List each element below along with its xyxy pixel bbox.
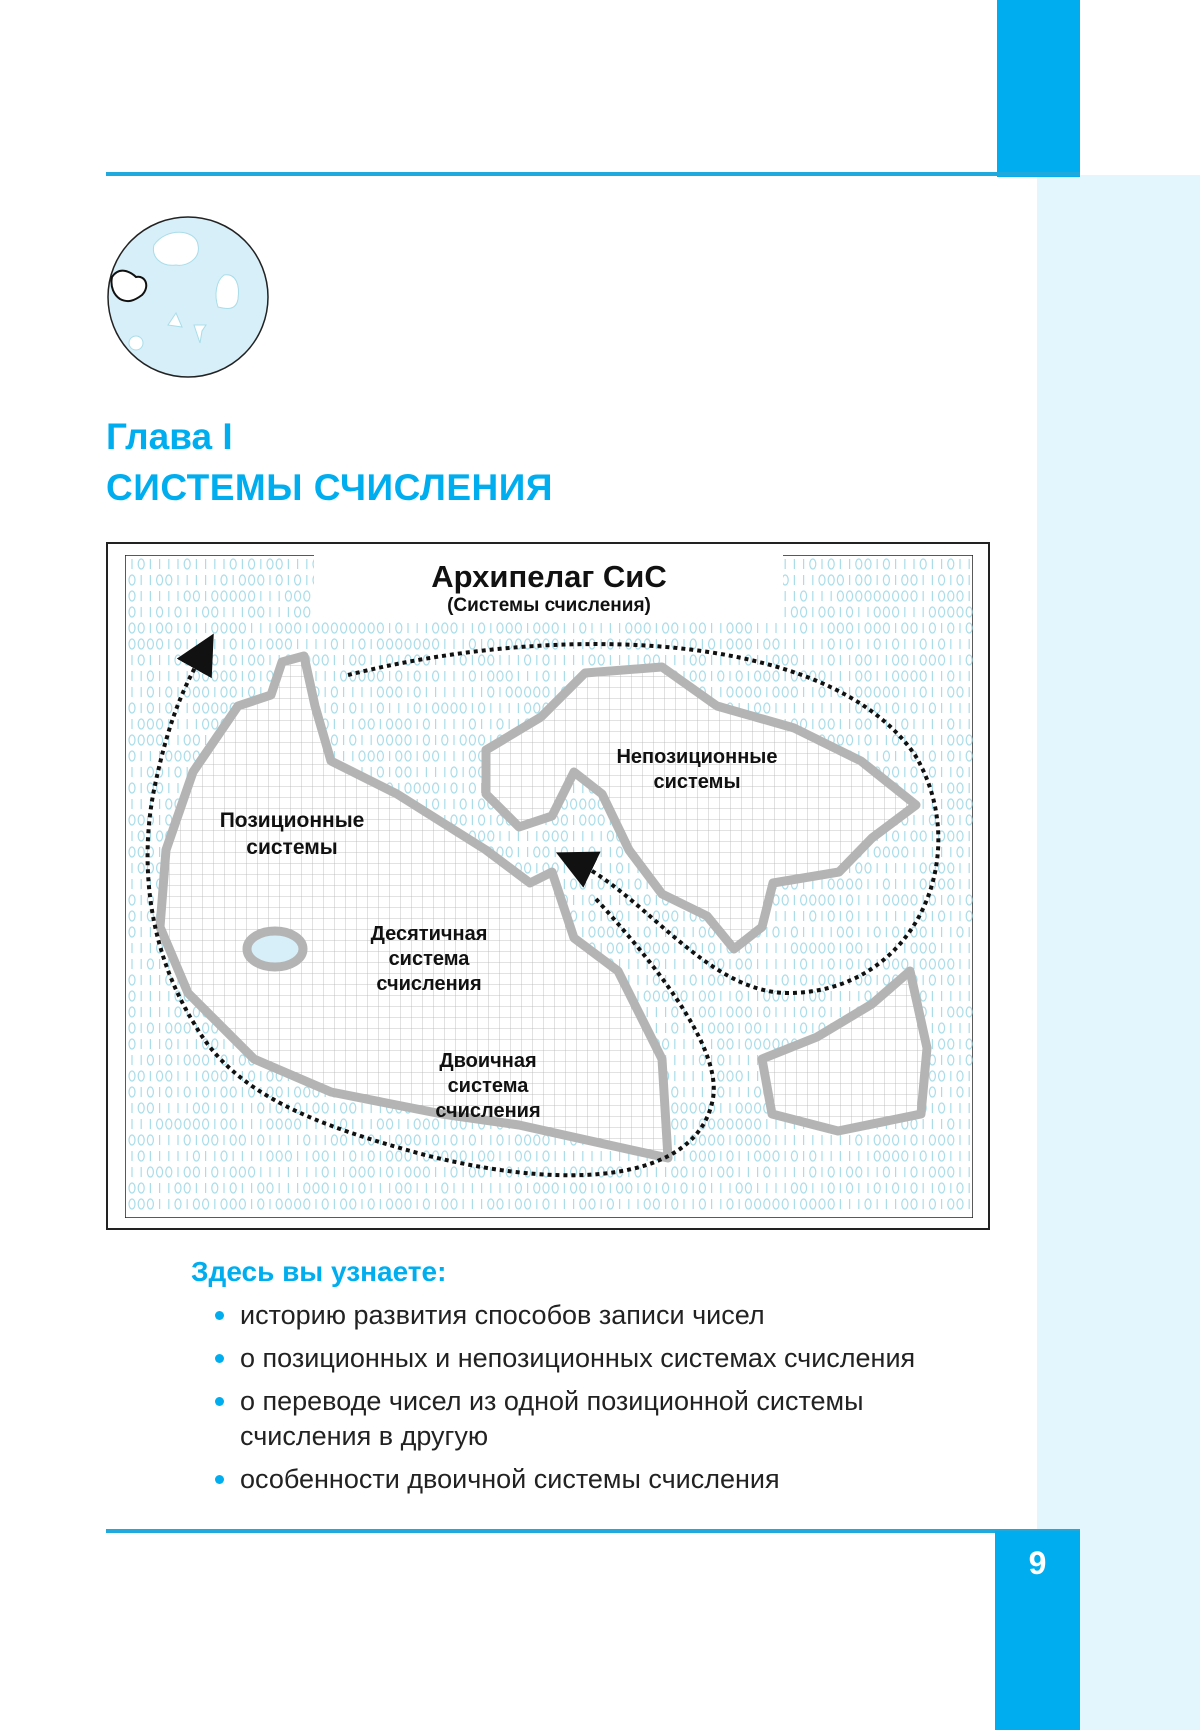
- label-binary-3: счисления: [435, 1100, 541, 1122]
- map-title: Архипелаг СиС: [431, 559, 667, 594]
- map-illustration: [125, 555, 973, 1218]
- list-item: о переводе чисел из одной позиционной системы счисления в другую: [215, 1384, 960, 1454]
- list-item: особенности двоичной системы счисления: [215, 1462, 960, 1497]
- label-binary-1: Двоичная: [439, 1050, 537, 1072]
- top-tab: [997, 0, 1080, 177]
- list-item: о позиционных и непозиционных системах счисления: [215, 1341, 960, 1376]
- label-nonpositional-1: Непозиционные: [616, 746, 778, 768]
- top-rule: [106, 172, 1080, 176]
- page-number-tab: [995, 1531, 1080, 1730]
- label-positional-1: Позиционные: [219, 809, 365, 832]
- map-subtitle: (Системы счисления): [447, 595, 651, 616]
- archipelago-map: [106, 542, 990, 1230]
- label-decimal-3: счисления: [376, 973, 482, 995]
- page-number: 9: [1028, 1545, 1047, 1581]
- learn-heading: Здесь вы узнаете:: [191, 1256, 447, 1287]
- label-positional-2: системы: [246, 836, 338, 859]
- chapter-title: СИСТЕМЫ СЧИСЛЕНИЯ: [106, 467, 553, 508]
- lagoon: [247, 931, 303, 967]
- side-strip: [1037, 175, 1200, 1730]
- learn-list: [215, 1298, 960, 1505]
- globe-icon: [106, 215, 270, 379]
- label-decimal-1: Десятичная: [370, 923, 488, 945]
- label-binary-2: система: [447, 1075, 529, 1097]
- chapter-label: Глава I: [106, 416, 233, 457]
- bottom-rule: [106, 1529, 1080, 1533]
- label-nonpositional-2: системы: [653, 771, 741, 793]
- list-item: историю развития способов записи чисел: [215, 1298, 960, 1333]
- label-decimal-2: система: [388, 948, 470, 970]
